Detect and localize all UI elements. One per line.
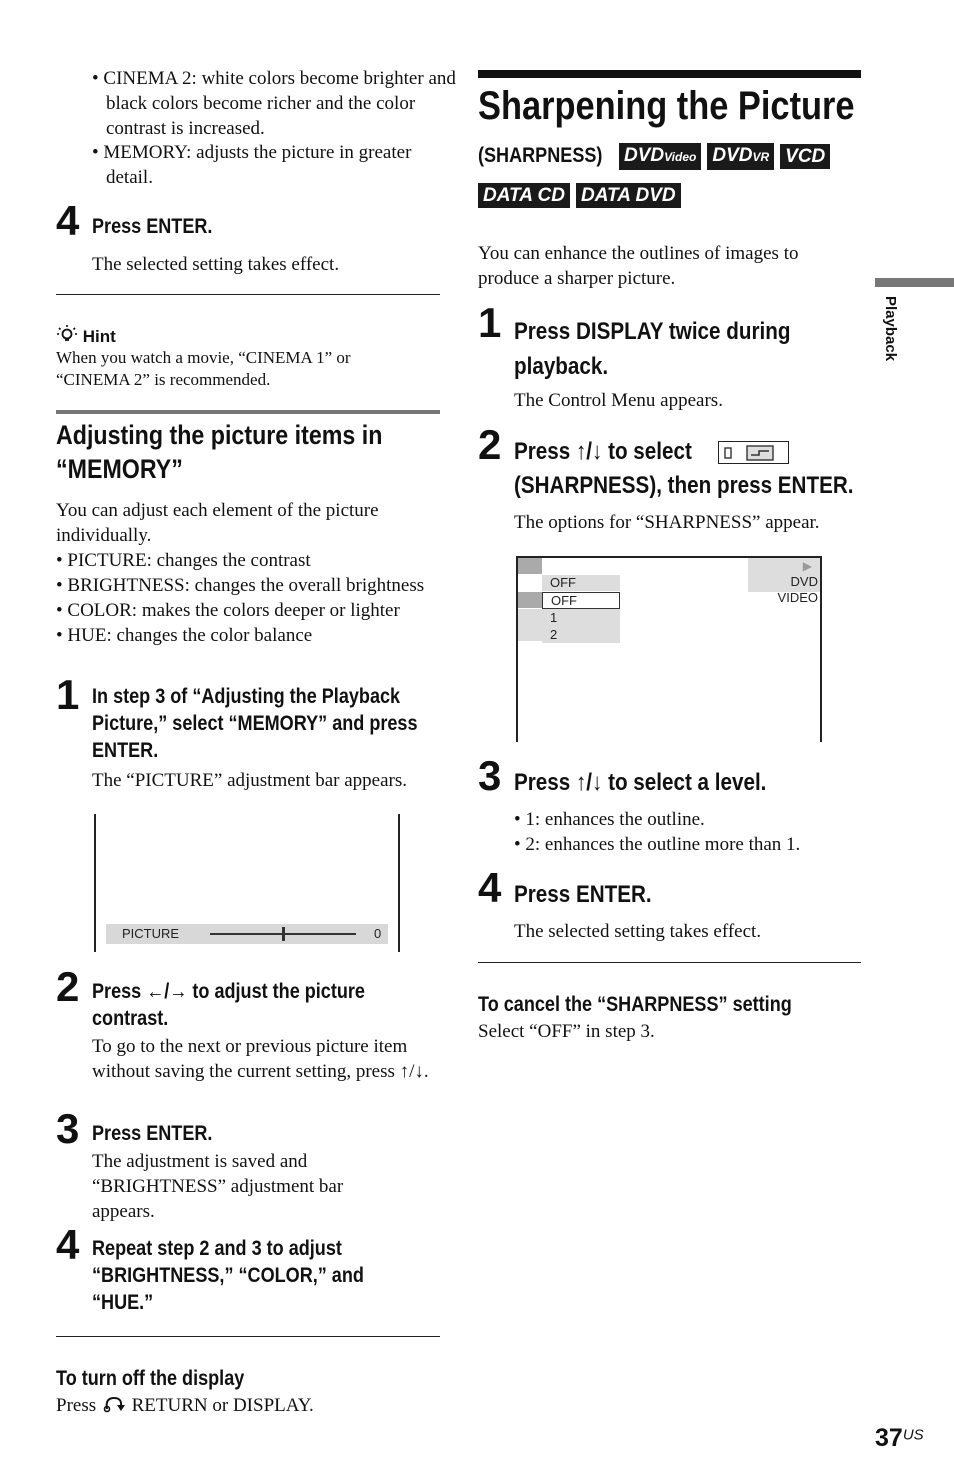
adjustment-label: PICTURE bbox=[122, 926, 180, 941]
page-number bbox=[875, 1424, 924, 1453]
step-number: 1 bbox=[56, 671, 80, 718]
step-number: 4 bbox=[478, 864, 502, 911]
section-subtitle: (SHARPNESS) bbox=[478, 144, 603, 167]
picture-items-list bbox=[56, 548, 446, 648]
step-title: Press ↑/↓ to select a level. bbox=[514, 769, 767, 796]
hint-heading bbox=[56, 324, 116, 346]
step-title: Press ENTER. bbox=[92, 1122, 213, 1145]
return-icon bbox=[101, 1394, 127, 1414]
step-body: The options for “SHARPNESS” appear. bbox=[514, 512, 820, 533]
section-title: Adjusting the picture items in “MEMORY” bbox=[56, 420, 383, 484]
note-text: RETURN or DISPLAY. bbox=[131, 1395, 314, 1416]
section-intro: You can enhance the outlines of images to produce a sharper picture. bbox=[478, 243, 799, 289]
play-icon: ▶ bbox=[802, 559, 812, 573]
adjustment-screen bbox=[94, 814, 400, 952]
media-type: DVD VIDEO bbox=[777, 574, 818, 605]
menu-icon-slot-selected bbox=[518, 592, 542, 608]
control-menu-screen bbox=[516, 556, 822, 742]
option-1[interactable]: 1 bbox=[550, 610, 558, 625]
memory-bullet: • MEMORY: adjusts the picture in greater detail. bbox=[92, 140, 436, 190]
step-title: (SHARPNESS), then press ENTER. bbox=[514, 472, 854, 499]
step-body: The adjustment is saved and “BRIGHTNESS” adjustment bar appears. bbox=[92, 1151, 344, 1222]
section-bar bbox=[56, 410, 440, 414]
step-body: The selected setting takes effect. bbox=[92, 254, 340, 275]
step-title: Press ↑/↓ to select bbox=[514, 438, 692, 465]
step-number: 2 bbox=[478, 421, 502, 468]
list-item: • BRIGHTNESS: changes the overall brightness bbox=[56, 573, 446, 598]
dvd-video-badge: DVDVideo bbox=[619, 143, 701, 170]
current-setting: OFF bbox=[542, 575, 620, 591]
list-item: • HUE: changes the color balance bbox=[56, 623, 446, 648]
step-number: 4 bbox=[56, 197, 80, 244]
page-number-value: 37 bbox=[875, 1424, 903, 1452]
lightbulb-icon bbox=[56, 324, 78, 346]
dvd-vr-badge: DVDVR bbox=[707, 143, 774, 170]
divider bbox=[56, 1336, 440, 1337]
format-badges-row2 bbox=[478, 183, 687, 208]
side-tab bbox=[880, 296, 900, 376]
page-title: Sharpening the Picture bbox=[478, 84, 855, 128]
step-body: The selected setting takes effect. bbox=[514, 921, 762, 942]
step-number: 3 bbox=[478, 752, 502, 799]
step-title: In step 3 of “Adjusting the Playback Picture,” select “MEMORY” and press ENTER. bbox=[92, 685, 418, 762]
hint-body: When you watch a movie, “CINEMA 1” or “CINEMA 2” is recommended. bbox=[56, 348, 351, 389]
step-title: Press ENTER. bbox=[92, 215, 213, 238]
list-item: • 1: enhances the outline. bbox=[514, 807, 874, 832]
media-panel bbox=[748, 558, 820, 605]
side-tab-label: Playback bbox=[882, 296, 899, 362]
step-body: The Control Menu appears. bbox=[514, 390, 723, 411]
step-body: The “PICTURE” adjustment bar appears. bbox=[92, 770, 407, 791]
side-tab-bar bbox=[875, 278, 954, 287]
step-title: Press DISPLAY twice during playback. bbox=[514, 318, 791, 380]
divider bbox=[478, 962, 861, 963]
step-title-line bbox=[514, 436, 721, 468]
page-suffix: US bbox=[902, 1426, 924, 1444]
step-number: 3 bbox=[56, 1105, 80, 1152]
vcd-badge: VCD bbox=[780, 144, 830, 169]
step-title: Press ←/→ to adjust the picture contrast. bbox=[92, 980, 365, 1030]
cinema2-bullet: • CINEMA 2: white colors become brighter and black colors become richer and the color contrast is increased. bbox=[92, 66, 456, 141]
divider bbox=[56, 294, 440, 295]
hint-label: Hint bbox=[82, 327, 116, 346]
note-text: Press bbox=[56, 1395, 97, 1416]
option-2[interactable]: 2 bbox=[550, 627, 558, 642]
adjustment-value: 0 bbox=[374, 926, 382, 941]
data-dvd-badge: DATA DVD bbox=[576, 183, 681, 208]
option-list bbox=[542, 609, 620, 643]
step-number: 1 bbox=[478, 299, 502, 346]
step-number: 4 bbox=[56, 1221, 80, 1268]
format-badges-row1 bbox=[619, 143, 836, 170]
note-body bbox=[56, 1393, 314, 1418]
note-title: To turn off the display bbox=[56, 1367, 245, 1390]
section-intro: You can adjust each element of the picture individually. bbox=[56, 500, 379, 546]
note-body: Select “OFF” in step 3. bbox=[478, 1021, 655, 1042]
sharpness-icon bbox=[719, 442, 788, 463]
adjustment-marker bbox=[282, 927, 285, 941]
list-item: • COLOR: makes the colors deeper or lighter bbox=[56, 598, 446, 623]
level-list bbox=[514, 807, 874, 857]
list-item: • PICTURE: changes the contrast bbox=[56, 548, 446, 573]
step-number: 2 bbox=[56, 963, 80, 1010]
menu-icon-column bbox=[518, 609, 542, 641]
data-cd-badge: DATA CD bbox=[478, 183, 570, 208]
adjustment-bar bbox=[106, 924, 388, 944]
step-title: Press ENTER. bbox=[514, 881, 652, 908]
list-item: • 2: enhances the outline more than 1. bbox=[514, 832, 874, 857]
step-body: To go to the next or previous picture item without saving the current setting, press ↑/↓. bbox=[92, 1036, 429, 1082]
title-bar bbox=[478, 70, 861, 78]
option-off[interactable]: OFF bbox=[542, 592, 620, 609]
note-title: To cancel the “SHARPNESS” setting bbox=[478, 993, 792, 1016]
menu-icon-slot bbox=[518, 558, 542, 574]
step-title: Repeat step 2 and 3 to adjust “BRIGHTNESS,” “COLOR,” and “HUE.” bbox=[92, 1237, 364, 1314]
sharpness-menu-icon bbox=[718, 441, 789, 464]
